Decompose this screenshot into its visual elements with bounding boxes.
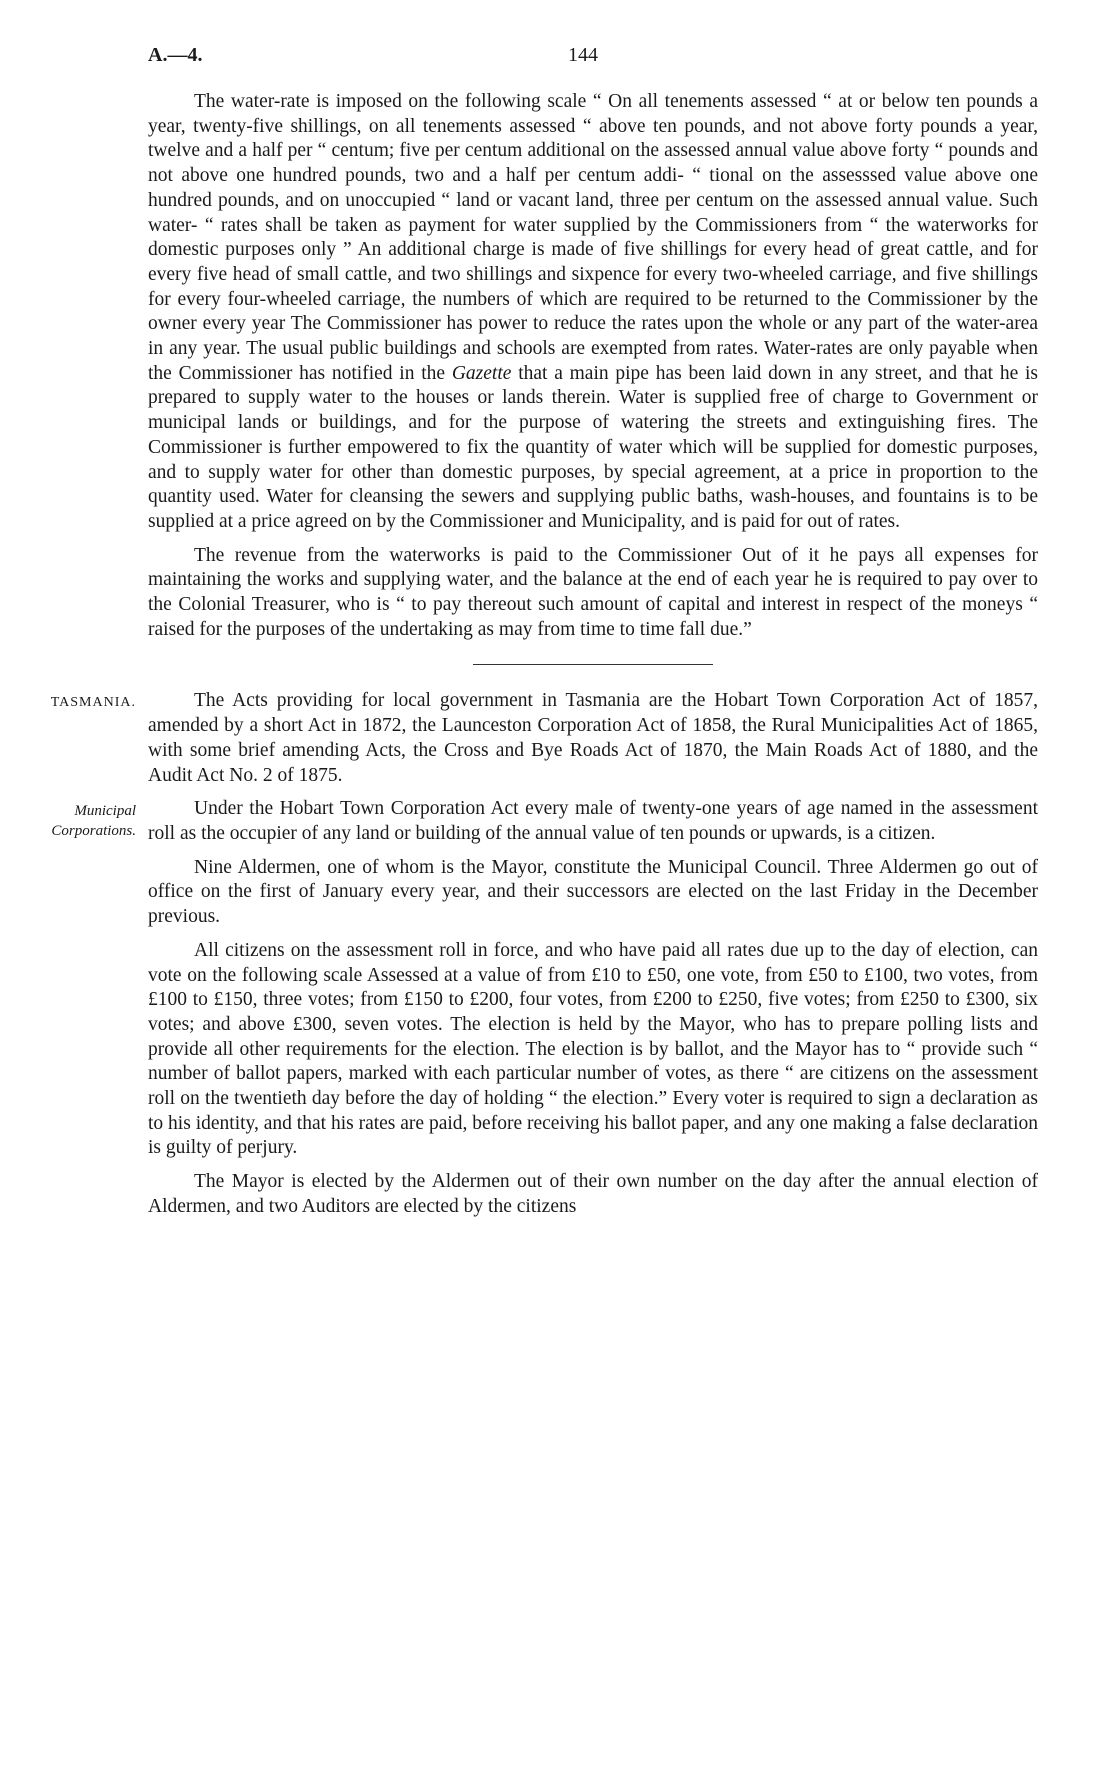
margin-note-line: Corporations. bbox=[51, 823, 136, 840]
mayor-election-paragraph: The Mayor is elected by the Aldermen out of their own number on the day after the annual election of Aldermen, and two Auditors are elected by the citizens bbox=[148, 1171, 1038, 1217]
margin-note-line: Municipal bbox=[74, 803, 136, 820]
citizen-definition-paragraph: Under the Hobart Town Corporation Act every male of twenty-one years of age named in the assessment roll as the occupier of any land or building of the annual value of ten pounds or upwards, is a citizen. bbox=[148, 798, 1038, 844]
water-rate-paragraph bbox=[148, 90, 1038, 535]
voting-scale-paragraph: All citizens on the assessment roll in force, and who have paid all rates due up to the day of election, can vote on the following scale Assessed at a value of from £10 to £50, one vote, from £50 to £100, two votes, from £100 to £150, three votes; from £150 to £200, four votes, from £200 to £250, five votes; from £250 to £300, six votes; and above £300, seven votes. The election is held by the Mayor, who has to prepare polling lists and provide all other requirements for the election. The election is by ballot, and the Mayor has to “ provide such “ number of ballot papers, marked with each particular number of votes, as there “ are citizens on the assessment roll on the twentieth day before the day of holding “ the election.” Every voter is required to sign a declaration as to his identity, and that his rates are paid, before receiving his ballot paper, and any one making a false declaration is guilty of perjury. bbox=[148, 939, 1038, 1159]
page-number: 144 bbox=[568, 44, 598, 66]
section-divider bbox=[473, 664, 713, 665]
aldermen-paragraph: Nine Aldermen, one of whom is the Mayor, constitute the Municipal Council. Three Aldermen go out of office on the first of January every year, and their successors are elected on the last Friday in the December previous. bbox=[148, 856, 1038, 928]
page-header bbox=[148, 44, 1036, 74]
tasmania-section bbox=[50, 689, 1038, 788]
waterworks-revenue-paragraph: The revenue from the waterworks is paid to the Commissioner Out of it he pays all expenses for maintaining the works and supplying water, and the balance at the end of each year he is required to pay over to the Colonial Treasurer, who is “ to pay thereout such amount of capital and interest in respect of the moneys “ raised for the purposes of the undertaking as may from time to time fall due.” bbox=[148, 544, 1038, 640]
document-reference: A.—4. bbox=[148, 44, 203, 66]
page-body bbox=[50, 90, 1039, 1220]
municipal-corporations-section bbox=[51, 797, 1038, 1219]
margin-note-municipal-corporations bbox=[8, 801, 136, 841]
margin-note-tasmania: TASMANIA. bbox=[50, 695, 136, 711]
tasmania-acts-paragraph: The Acts providing for local government in Tasmania are the Hobart Town Corporation Act of 1857, amended by a short Act in 1872, the Launceston Corporation Act of 1858, the Rural Municipalities Act of 1865, with some brief amending Acts, the Cross and Bye Roads Act of 1870, the Main Roads Act of 1880, and the Audit Act No. 2 of 1875. bbox=[148, 690, 1038, 786]
water-rate-text-part2: that a main pipe has been laid down in any street, and that he is prepared to supply water to the houses or lands therein. Water is supplied free of charge to Government or municipal lands or buildings, and for the purpose of watering the streets and extinguishing fires. The Commissioner is further empowered to fix the quantity of water which will be supplied for domestic purposes, and to supply water for other than domestic purposes, by special agreement, at a price in proportion to the quantity used. Water for cleansing the sewers and supplying public baths, wash-houses, and fountains is to be supplied at a price agreed on by the Commissioner and Municipality, and is paid for out of rates. bbox=[148, 362, 1039, 532]
gazette-italic: Gazette bbox=[451, 362, 512, 384]
water-rate-text-part1: The water-rate is imposed on the following scale “ On all tenements assessed “ at or below ten pounds a year, twenty-five shillings, on all tenements assessed “ above ten pounds, and not above forty pounds a year, twelve and a half per “ centum; five per centum additional on the assessed annual value above forty “ pounds and not above one hundred pounds, two and a half per centum addi- “ tional on the assesssed value above one hundred pounds, and on unoccupied “ land or vacant land, three per centum on the assessed annual value. Such water- “ rates shall be taken as payment for water supplied by the Commissioners from “ the waterworks for domestic purposes only ” An additional charge is made of five shillings for every head of great cattle, and for every five head of small cattle, and two shillings and sixpence for every two-wheeled carriage, and five shillings for every four-wheeled carriage, the numbers of which are required to be returned to the Commissioner by the owner every year The Commissioner has power to reduce the rates upon the whole or any part of the water-area in any year. The usual public buildings and schools are exempted from rates. Water-rates are only payable when the Commissioner has notified in the bbox=[148, 91, 1038, 384]
